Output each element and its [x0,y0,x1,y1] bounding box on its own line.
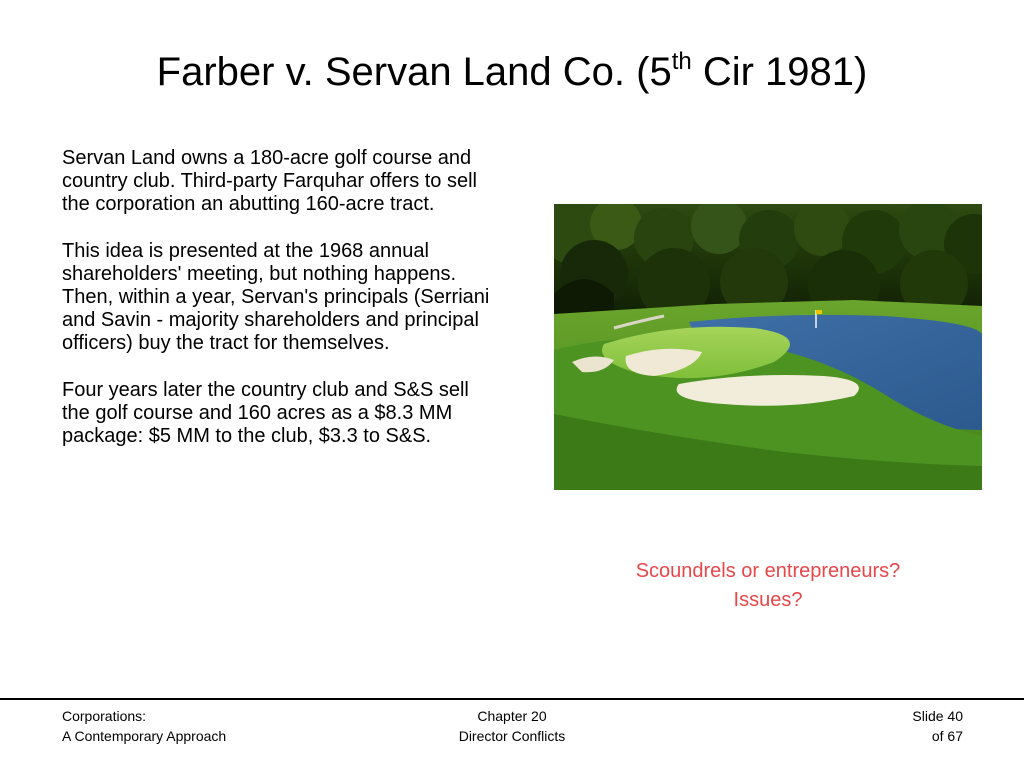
caption-issues: Issues? [733,589,803,611]
discussion-caption [558,557,978,615]
footer-book-line2: A Contemporary Approach [62,728,227,744]
footer-chapter-line1: Chapter 20 [477,708,547,724]
footer-slide-line1: Slide 40 [912,708,963,724]
golf-course-photo [554,204,982,490]
footer-book-line1: Corporations: [62,708,147,724]
slide-body [62,147,502,471]
footer-chapter [412,706,612,746]
paragraph-shareholder-meeting: This idea is presented at the 1968 annual shareholders' meeting, but nothing happens. Then, within a year, Servan's principals (Serriani and Savin - majority shareholders and principal officers) buy the tract for themselves. [62,239,490,355]
slide-title [0,40,1024,104]
title-tail: Cir 1981) [691,50,868,94]
footer-book-title [62,706,226,746]
footer-slide-number [912,706,963,746]
footer-divider [0,698,1024,700]
title-main: Farber v. Servan Land Co. (5 [156,50,672,94]
caption-question: Scoundrels or entrepreneurs? [635,560,901,582]
title-superscript: th [671,48,692,75]
footer-chapter-line2: Director Conflicts [458,728,566,744]
paragraph-sale: Four years later the country club and S&S sell the golf course and 160 acres as a $8.3 MM package: $5 MM to the club, $3.3 to S&S. [62,378,469,448]
paragraph-background: Servan Land owns a 180-acre golf course and country club. Third-party Farquhar offers to sell the corporation an abutting 160-acre tract. [62,147,477,216]
footer-slide-line2: of 67 [931,728,963,744]
